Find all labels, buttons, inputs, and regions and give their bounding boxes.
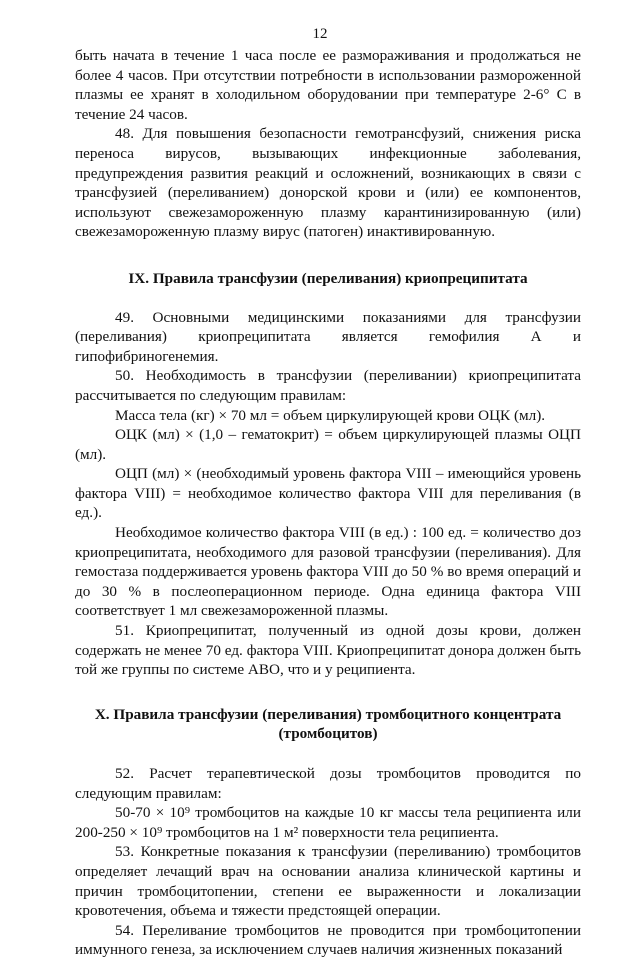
formula-plasma-volume: ОЦК (мл) × (1,0 – гематокрит) = объем циркулирующей плазмы ОЦП (мл).: [75, 426, 581, 463]
paragraph-50: 50. Необходимость в трансфузии (переливании) криопреципитата рассчитывается по следующим правилам:: [75, 367, 581, 404]
section-heading-x: X. Правила трансфузии (переливания) тромбоцитного концентрата (тромбоцитов): [94, 705, 562, 743]
paragraph-49: 49. Основными медицинскими показаниями для трансфузии (переливания) криопреципитата является гемофилия А и гипофибриногенемия.: [75, 308, 581, 365]
paragraph-continuation: быть начата в течение 1 часа после ее размораживания и продолжаться не более 4 часов. При отсутствии потребности в использовании размороженной плазмы ее хранят в холодильном оборудовании при температуре 2-6° С в течение 24 часов.: [75, 47, 581, 123]
formula-blood-volume: Масса тела (кг) × 70 мл = объем циркулирующей крови ОЦК (мл).: [115, 406, 546, 424]
paragraph-54: 54. Переливание тромбоцитов не проводится при тромбоцитопении иммунного генеза, за исключением случаев наличия жизненных показаний: [75, 921, 581, 959]
formula-factor-viii: ОЦП (мл) × (необходимый уровень фактора VIII – имеющийся уровень фактора VIII) = необходимое количество фактора VIII для переливания (в ед.).: [75, 465, 581, 522]
page-number: 12: [312, 26, 328, 42]
document-body: [75, 46, 581, 960]
formula-dose-count: Необходимое количество фактора VIII (в ед.) : 100 ед. = количество доз криопреципитата, необходимого для разовой трансфузии (переливания). Для гемостаза поддерживается уровень фактора VIII до 50 % во время операций и до 30 % в послеоперационном периоде. Одна единица фактора VIII соответствует 1 мл свежезамороженной плазмы.: [75, 524, 581, 620]
formula-platelet-dose: 50-70 × 10⁹ тромбоцитов на каждые 10 кг массы тела реципиента или 200-250 × 10⁹ тромбоцитов на 1 м² поверхности тела реципиента.: [75, 804, 581, 841]
paragraph-48: 48. Для повышения безопасности гемотрансфузий, снижения риска переноса вирусов, вызывающих инфекционные заболевания, предупреждения развития реакций и осложнений, возникающих в связи с трансфузией (переливанием) донорской крови и (или) ее компонентов, используют свежезамороженную плазму карантинизированную (или) свежезамороженную плазму вирус (патоген) инактивированную.: [75, 125, 581, 241]
section-heading-ix: IX. Правила трансфузии (переливания) криопреципитата: [128, 269, 528, 287]
paragraph-52: 52. Расчет терапевтической дозы тромбоцитов проводится по следующим правилам:: [75, 765, 581, 802]
paragraph-51: 51. Криопреципитат, полученный из одной дозы крови, должен содержать не менее 70 ед. фактора VIII. Криопреципитат донора должен быть той же группы по системе АВО, что и у реципиента.: [75, 622, 581, 679]
paragraph-53: 53. Конкретные показания к трансфузии (переливанию) тромбоцитов определяет лечащий врач на основании анализа клинической картины и причин тромбоцитопении, степени ее выраженности и локализации кровотечения, объема и тяжести предстоящей операции.: [75, 843, 581, 920]
